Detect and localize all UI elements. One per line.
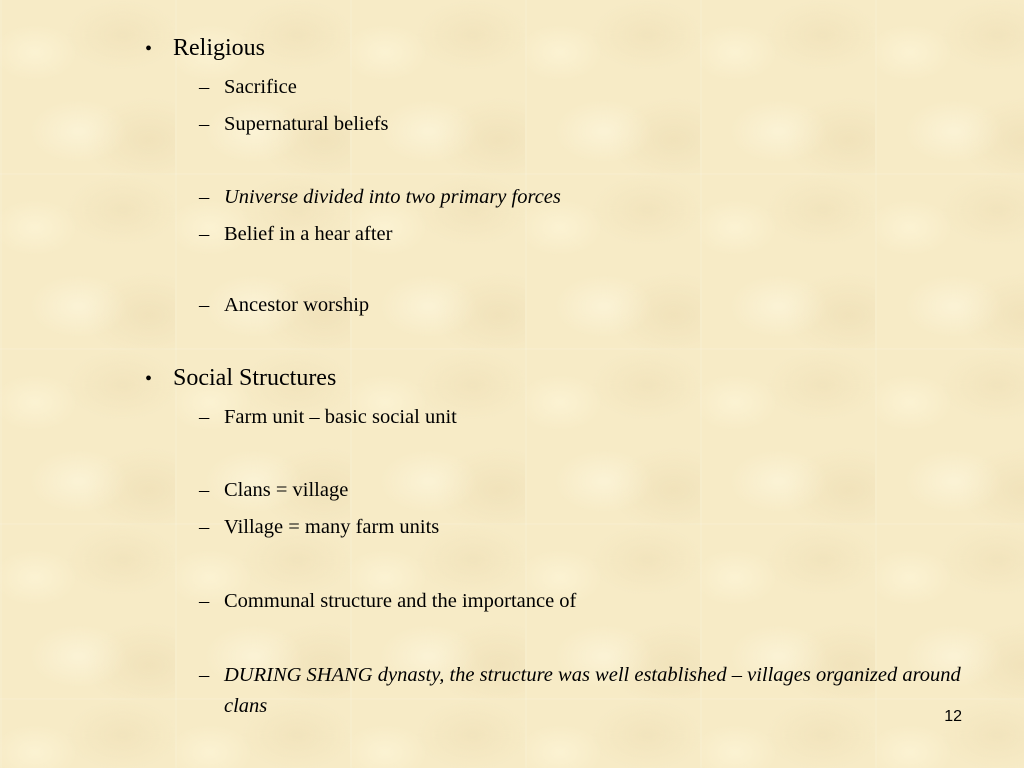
dash-marker: – [199,186,210,208]
dash-marker: – [199,479,210,501]
sub-bullet-farm-unit [199,405,457,430]
page-number: 12 [944,708,962,725]
sub-bullet-text: Universe divided into two primary forces [224,186,561,208]
dash-marker: – [199,516,210,538]
sub-bullet-text: Village = many farm units [224,516,440,538]
sub-bullet-sacrifice [199,75,297,100]
dash-marker: – [199,590,210,612]
dash-marker: – [199,76,210,98]
dash-marker: – [199,223,210,245]
dash-marker: – [199,664,210,686]
bullet-text: Religious [173,35,266,61]
dash-marker: – [199,294,210,316]
dash-marker: – [199,406,210,428]
dash-marker: – [199,113,210,135]
sub-bullet-text: Communal structure and the importance of [224,590,577,612]
bullet-social-structures [145,364,336,393]
sub-bullet-text: Belief in a hear after [224,223,393,245]
bullet-marker: • [145,38,153,60]
sub-bullet-clans-village [199,478,348,503]
sub-bullet-text: DURING SHANG dynasty, the structure was well established – villages organized around clans [224,664,961,717]
sub-bullet-communal-structure [199,589,576,614]
bullet-marker: • [145,368,153,390]
sub-bullet-text: Sacrifice [224,76,297,98]
bullet-text: Social Structures [173,365,337,391]
sub-bullet-hear-after [199,222,392,247]
sub-bullet-text: Ancestor worship [224,294,370,316]
bullet-religious [145,34,265,63]
sub-bullet-ancestor-worship [199,293,369,318]
sub-bullet-universe-forces [199,185,561,210]
sub-bullet-shang-dynasty [199,660,979,722]
sub-bullet-text: Clans = village [224,479,349,501]
sub-bullet-supernatural-beliefs [199,112,389,137]
sub-bullet-text: Supernatural beliefs [224,113,389,135]
sub-bullet-village-farm-units [199,515,439,540]
sub-bullet-text: Farm unit – basic social unit [224,406,457,428]
